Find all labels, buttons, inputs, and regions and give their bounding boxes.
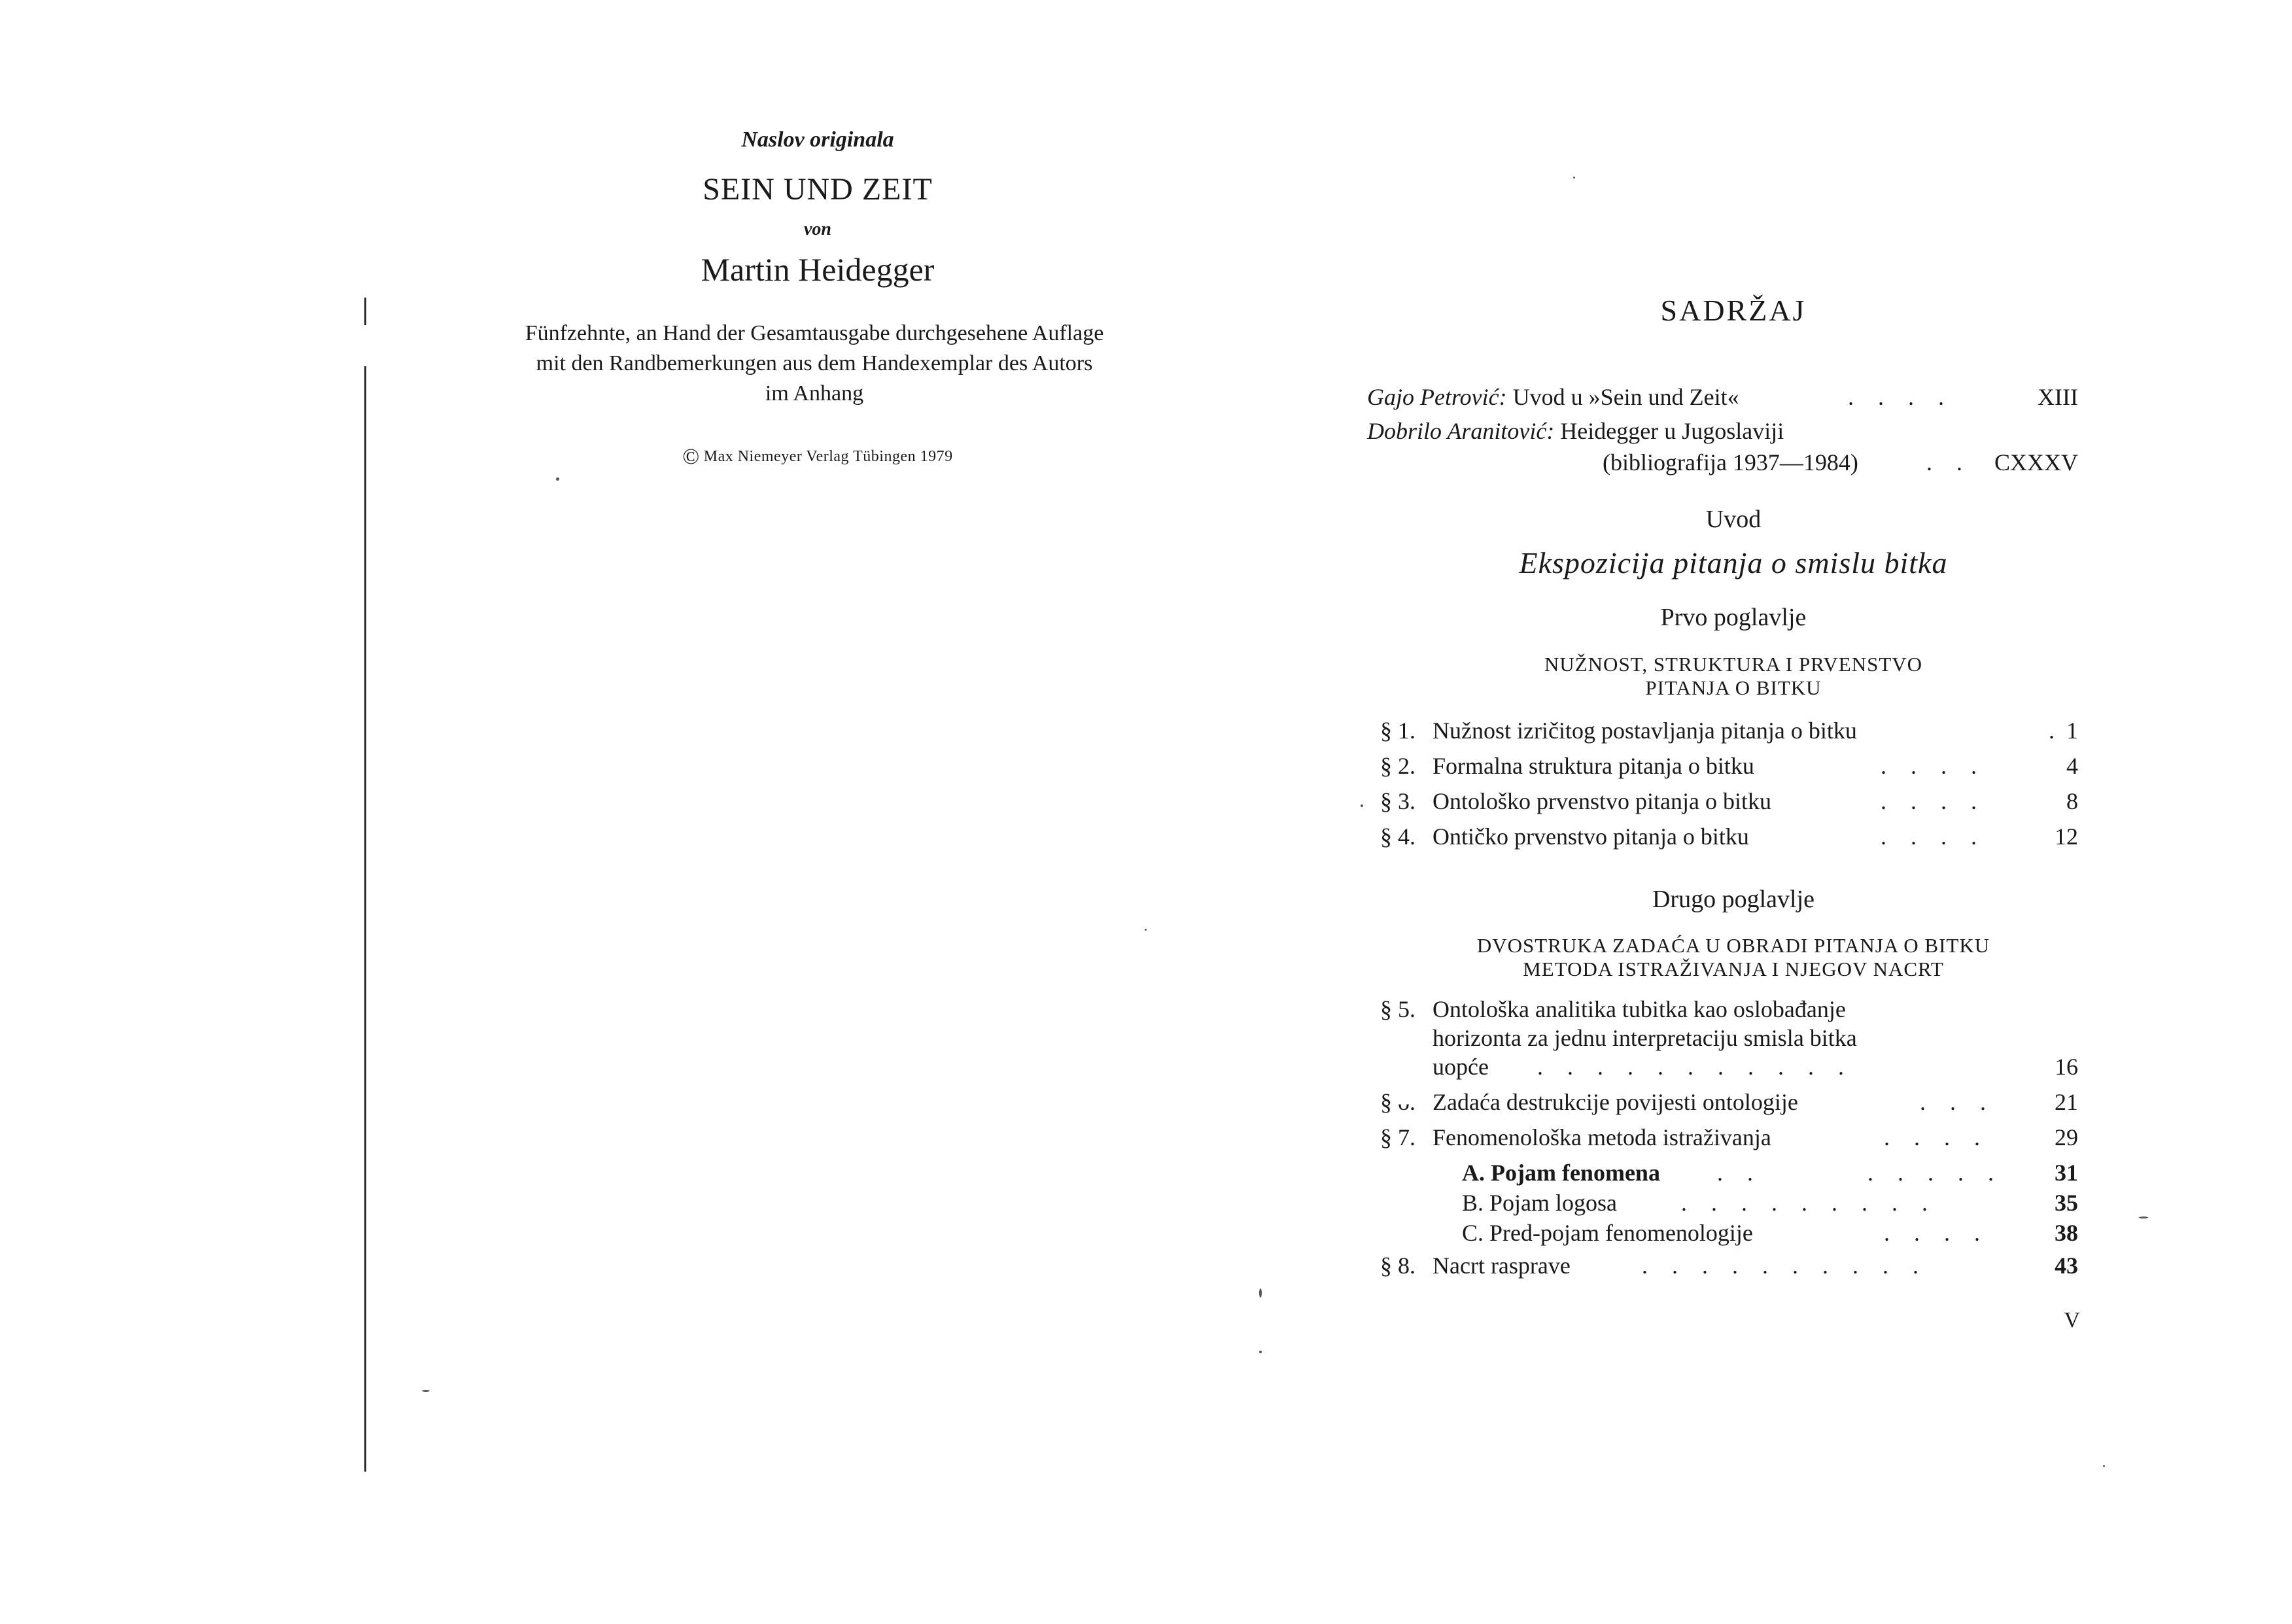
leader-dots: . . . . . . . . . . (1642, 1253, 1928, 1279)
page-number: 12 (2055, 823, 2078, 850)
toc-entry-continuation (1380, 1023, 2078, 1052)
page-number: 21 (2055, 1089, 2078, 1115)
toc-entry (1367, 415, 2078, 447)
section-title: Zadaća destrukcije povijesti ontologije (1432, 1089, 1798, 1115)
leader-dots: . (2049, 717, 2064, 744)
chapter2-sections (1380, 994, 2078, 1286)
uvod-subtitle: Ekspozicija pitanja o smislu bitka (1519, 546, 1948, 579)
page-number: 4 (2066, 753, 2078, 779)
toc-entry-label (1367, 381, 1739, 413)
scan-speck (1361, 804, 1363, 807)
section-number: § 2. (1380, 753, 1415, 779)
chapter-label: Prvo poglavlje (1660, 604, 1807, 631)
page-number: CXXXV (1994, 449, 2078, 475)
page-number: 31 (2055, 1160, 2078, 1186)
entry-title: Uvod u »Sein und Zeit« (1512, 384, 1739, 410)
scan-margin-line (364, 366, 366, 1472)
toc-entry-continuation (1380, 1052, 2078, 1087)
section-number: § 7. (1380, 1124, 1415, 1150)
section-number: § 1. (1380, 717, 1415, 744)
section-title: Formalna struktura pitanja o bitku (1432, 753, 1754, 779)
entry-title-cont: (bibliografija 1937—1984) (1603, 449, 1858, 475)
section-title: Nužnost izričitog postavljanja pitanja o bitku (1432, 717, 1857, 744)
scan-speck (422, 1390, 430, 1392)
leader-dots: . . . . (1884, 1124, 1989, 1150)
section-number: § 4. (1380, 823, 1415, 850)
edition-line: mit den Randbemerkungen aus dem Handexemplar des Autors (536, 351, 1093, 375)
scan-speck (1145, 929, 1147, 931)
leader-dots: . . . . (1848, 384, 1953, 410)
toc-subentry (1380, 1158, 2078, 1188)
page-number: 1 (2066, 717, 2078, 744)
section-number: § 5. (1380, 996, 1415, 1022)
toc-subentry (1380, 1188, 2078, 1218)
toc-entry (1380, 994, 2078, 1023)
chapter-title-line: METODA ISTRAŽIVANJA I NJEGOV NACRT (1523, 958, 1944, 980)
page-number: 35 (2055, 1190, 2078, 1216)
chapter-label: Drugo poglavlje (1652, 886, 1814, 913)
page-number: 38 (2055, 1220, 2078, 1246)
scan-speck (2103, 1465, 2105, 1467)
leader-dots: . . . . . . . . . (1681, 1190, 1937, 1216)
chapter-title (1406, 653, 2060, 700)
von-label: von (804, 219, 831, 239)
chapter1-sections (1380, 713, 2078, 854)
scan-speck (1259, 1351, 1262, 1353)
original-title-label: Naslov originala (741, 128, 894, 152)
subsection-title: B. Pojam logosa (1462, 1190, 1618, 1216)
leader-dots: . . . . . . . . . . . (1537, 1054, 1853, 1080)
toc-entry-continuation (1367, 447, 2078, 481)
chapter-title-line: DVOSTRUKA ZADAĆA U OBRADI PITANJA O BITKU (1476, 934, 1990, 957)
section-title: Nacrt rasprave (1432, 1253, 1571, 1279)
section-number: § 3. (1380, 788, 1415, 814)
section-title: Ontološko prvenstvo pitanja o bitku (1432, 788, 1771, 814)
toc-entry (1380, 1122, 2078, 1158)
section-title: Ontološka analitika tubitka kao oslobađanje (1432, 996, 1846, 1022)
copyright-line (589, 445, 1047, 470)
edition-line: im Anhang (765, 381, 864, 406)
toc-entry-label (1367, 415, 1784, 447)
toc-entry (1380, 1251, 2078, 1286)
leader-dots: . . . . (1884, 1220, 1989, 1246)
section-title: Fenomenološka metoda istraživanja (1432, 1124, 1771, 1150)
toc-entry (1380, 819, 2078, 854)
toc-entry (1380, 784, 2078, 819)
toc-subentry (1380, 1218, 2078, 1251)
author-name: Martin Heidegger (701, 251, 935, 288)
chapter-title-line: PITANJA O BITKU (1645, 676, 1822, 699)
section-number: § ᴗ. (1380, 1089, 1415, 1115)
original-book-title: SEIN UND ZEIT (703, 172, 933, 207)
toc-entry (1380, 748, 2078, 784)
subsection-title: A. Pojam fenomena (1462, 1160, 1660, 1186)
scan-speck (2139, 1217, 2148, 1218)
toc-entry (1380, 1087, 2078, 1122)
toc-entry (1367, 381, 2078, 415)
contents-heading: SADRŽAJ (1660, 294, 1807, 327)
leader-dots: . . . . (1881, 823, 1986, 850)
chapter-title (1374, 934, 2093, 981)
entry-author: Gajo Petrović: (1367, 384, 1507, 410)
entry-author: Dobrilo Aranitović: (1367, 418, 1555, 444)
scan-speck (556, 477, 559, 481)
scan-speck (1259, 1288, 1262, 1298)
uvod-heading: Uvod (1705, 506, 1762, 533)
page-number: 43 (2055, 1253, 2078, 1279)
scan-margin-line (364, 298, 366, 325)
subsection-title: C. Pred-pojam fenomenologije (1462, 1220, 1753, 1246)
page-number: XIII (2038, 384, 2078, 410)
section-title-cont: horizonta za jednu interpretaciju smisla bitka (1432, 1025, 1857, 1051)
page-number: 16 (2055, 1054, 2078, 1080)
section-title-cont: uopće (1432, 1054, 1489, 1080)
page-folio: V (2064, 1308, 2080, 1332)
page-number: 8 (2066, 788, 2078, 814)
scan-speck (1573, 177, 1575, 179)
copyright-icon: © (682, 445, 700, 469)
chapter-title-line: NUŽNOST, STRUKTURA I PRVENSTVO (1544, 653, 1923, 676)
leader-dots: . . . . (1881, 788, 1986, 814)
edition-line: Fünfzehnte, an Hand der Gesamtausgabe durchgesehene Auflage (525, 321, 1104, 345)
section-title: Ontičko prvenstvo pitanja o bitku (1432, 823, 1749, 850)
page-number: 29 (2055, 1124, 2078, 1150)
edition-note (425, 319, 1204, 409)
copyright-text: Max Niemeyer Verlag Tübingen 1979 (703, 448, 953, 465)
leader-dots: . . . . . . . (1717, 1160, 2003, 1186)
leader-dots: . . . (1920, 1089, 1995, 1115)
intro-entries (1367, 381, 2078, 481)
leader-dots: . . . . (1881, 753, 1986, 779)
toc-entry (1380, 713, 2078, 748)
entry-title: Heidegger u Jugoslaviji (1560, 418, 1784, 444)
section-number: § 8. (1380, 1253, 1415, 1279)
leader-dots: . . (1926, 449, 1971, 475)
